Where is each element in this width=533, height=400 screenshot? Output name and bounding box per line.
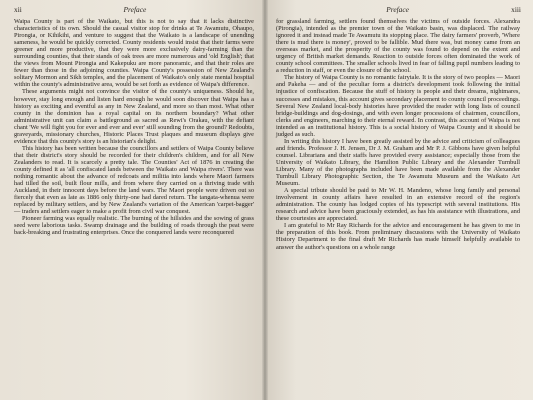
left-paragraph-4: Pioneer farming was equally realistic. The burning of the hillsides and the sowing of grass seed were laborious tasks. Swamp drainage and the building of roads through the peat were back-breaking and frustrating enterprises. Once the conquered lands were reconquered <box>14 215 254 237</box>
left-page-number: xii <box>14 5 22 14</box>
right-page <box>264 0 533 400</box>
left-paragraph-1: Waipa County is part of the Waikato, but this is not to say that it lacks distinctive characteristics of its own. Should the casual visitor stop for drinks at Te Awamutu, Ohaupo, Pirongia, or Kihikihi, and venture to suggest that the Waikato is a landscape of unending sameness, he would be quickly corrected. County residents would insist that their farms were greener and more productive, that they were more exclusively dairy-farming than the surrounding counties, that their stands of oak trees are more numerous and 'old English'; that the views from Mount Pirongia and Kakepuku are more panoramic, and that their roles are fewer than those in the adjoining counties. Waipa County's possession of New Zealand's solitary Mormon and Sikh temples, and the placement of Waikato's only state mental hospital within the county's administrative area, would be set forth as evidence of Waipa's difference. <box>14 18 254 89</box>
right-paragraph-1: for grassland farming, settlers found themselves the victims of outside forces. Alexandra (Pirongia), intended as the premier town of the Waikato basin, was displaced. The railway ignored it and instead made Te Awamutu its stopping place. The dairy farmers' proverb, 'Where there is mud there is money', proved to be fallible. Mud there was, but money came from an overseas market, and the prosperity of the county was found to depend on the extent and urgency of British market demands. Reaction to outside forces often dominated the work of county school committees. The smaller schools lived in fear of falling pupil numbers leading to a reduction in staff, or even the closure of the school. <box>276 18 520 75</box>
right-body-text <box>276 18 520 251</box>
right-running-head <box>276 4 521 15</box>
right-paragraph-5: I am grateful to Mr Ray Richards for the advice and encouragement he has given to me in the preparation of this book. From preliminary discussions with the University of Waikato History Department to the final draft Mr Richards has made himself helpfully available to answer the author's questions on a whole range <box>276 222 520 251</box>
right-paragraph-4: A special tribute should be paid to Mr W. H. Mandeno, whose long family and personal involvement in county affairs have resulted in an extensive record of the region's administration. The county has lodged copies of his typescript with several institutions. His research and advice have been graciously extended, as has his assistance with illustrations, and these courtesies are appreciated. <box>276 187 520 223</box>
left-paragraph-3: This history has been written because the councillors and settlers of Waipa County believe that their district's story should be recorded for their children's children, and for all New Zealanders to read. It is scarcely a pretty tale. The Counties' Act of 1876 in creating the county defined it as 'all confiscated lands between the Waikato and Waipa rivers'. There was nothing romantic about the advance of redcoats and militia into lands where Maori farmers had tilled the soil, built flour mills, and from where they carried on a thriving trade with Auckland, in their innocent days before the land wars. The Maori people were driven out so fiercely that even as late as 1886 only thirty-one had dared return. The tangata-whenua were replaced by military settlers, and by New Zealand's variation of the American 'carpet-bagger' — traders and settlers eager to make a profit from civil war conquest. <box>14 144 254 216</box>
right-paragraph-3: In writing this history I have been greatly assisted by the advice and criticism of colleagues and friends. Professor J. H. Jensen, Dr J. M. Graham and Mr P. J. Gibbons have given helpful counsel. Librarians and their staffs have provided every assistance; especially those from the University of Waikato Library, the Hamilton Public Library and the Alexander Turnbull Library. Many of the photographs included have been made available from the Alexander Turnbull Library Photographic Section, the Te Awamutu Museum and the Waikato Art Museum. <box>276 137 520 188</box>
right-running-title: Preface <box>386 5 409 14</box>
right-paragraph-2: The history of Waipa County is no romantic fairytale. It is the story of two peoples — Maori and Pakeha — and of the peculiar form a district's development took following the initial injustice of confiscation. Because the stuff of history is people and their dreams, nightmares, successes and mistakes, this account gives secondary placement to county council proceedings. Several New Zealand local-body histories have provided the reader with long lists of council bridge-buildings and dog-dosings, and with even longer processions of chairmen, councillors, clerks and engineers, marching to their eternal reward. In contrast, this account of Waipa is not intended as an institutional history. This is a social history of Waipa County and it should be judged as such. <box>276 74 520 138</box>
left-page <box>0 0 264 400</box>
left-running-head <box>14 4 256 15</box>
left-body-text <box>14 18 254 236</box>
left-running-title: Preface <box>123 5 147 14</box>
right-page-number: xiii <box>511 5 521 14</box>
left-paragraph-2: These arguments might not convince the visitor of the county's uniqueness. Should he, however, stay long enough and listen hard enough he would soon discover that Waipa has a history as exciting and eventful as any in New Zealand, and more so than most. What other county in the dominion has a royal capital on its northern boundary? What other administrative unit can claim a battleground as sacred as Rewi's Orakau, with the defiant chant 'We will fight you for ever and ever and ever' still sounding from the ground? Redoubts, graveyards, missionary churches, Historic Places Trust plaques and museum displays give evidence that this county's story is an historian's delight. <box>14 88 254 145</box>
